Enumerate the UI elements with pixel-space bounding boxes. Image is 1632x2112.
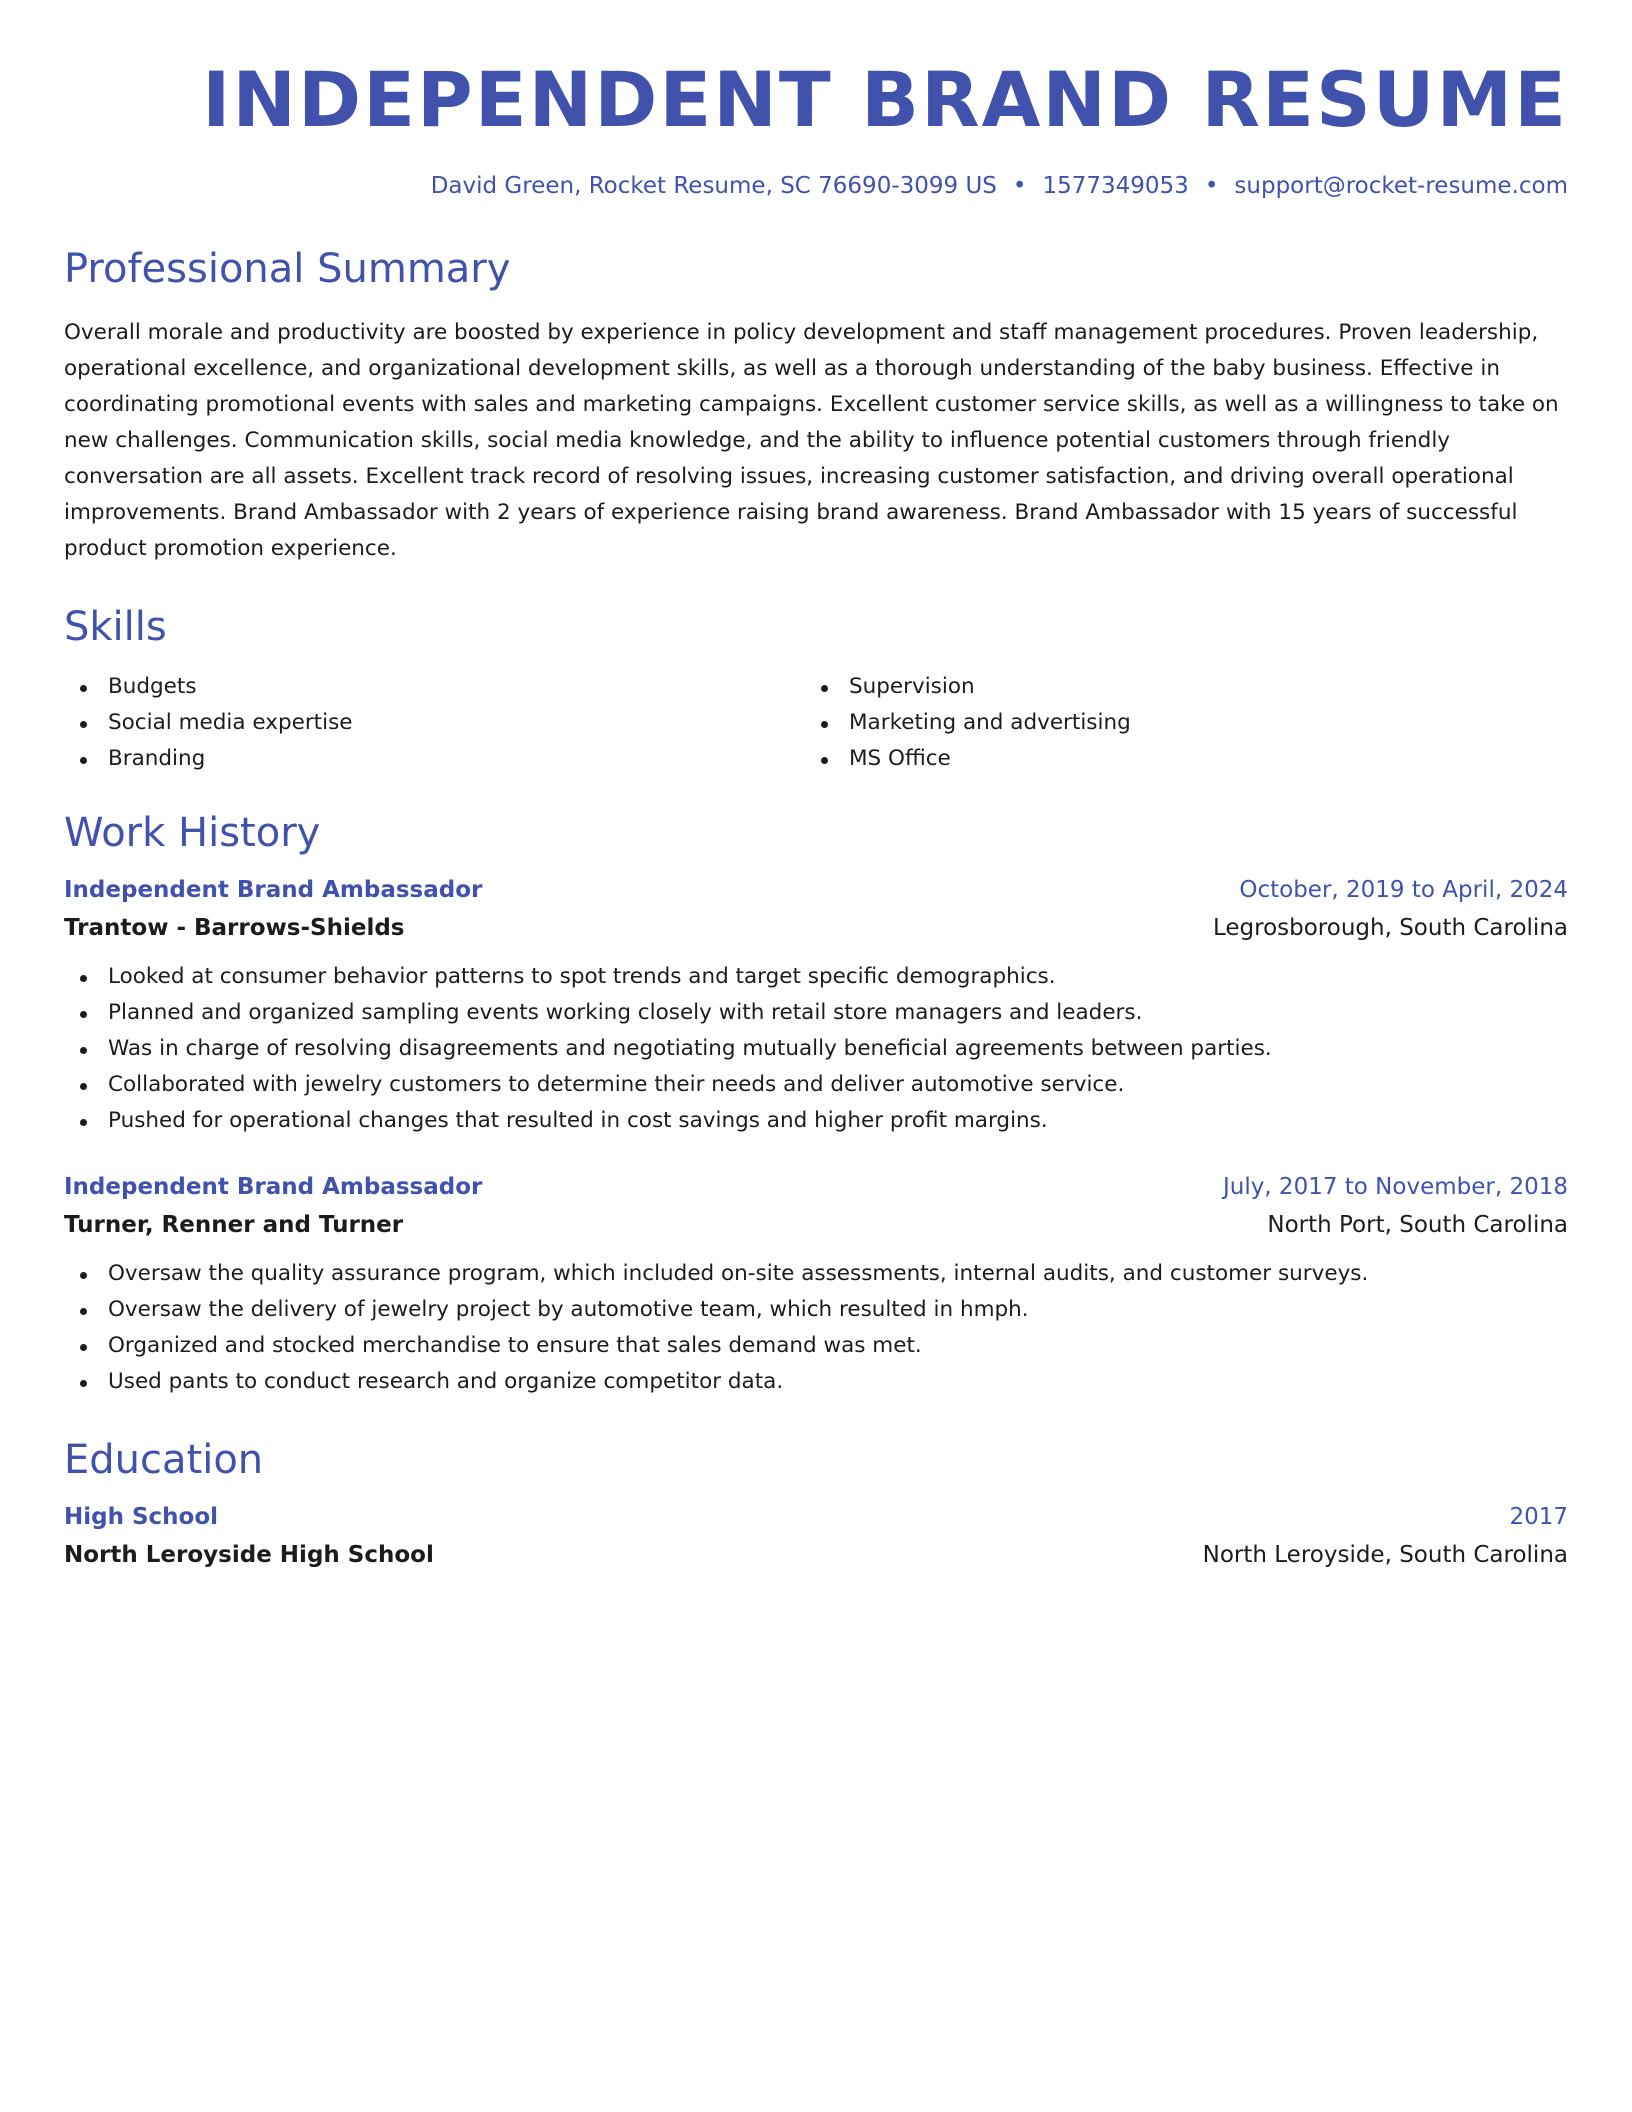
job-dates: October, 2019 to April, 2024 [1239, 877, 1568, 903]
job-entry [64, 1172, 1568, 1400]
contact-address: David Green, Rocket Resume, SC 76690-3099 US [430, 173, 997, 199]
skills-heading: Skills [64, 604, 167, 650]
contact-line [64, 171, 1568, 201]
job-location: North Port, South Carolina [1267, 1212, 1568, 1238]
job-bullet: Pushed for operational changes that resulted in cost savings and higher profit margins. [64, 1103, 1568, 1139]
skills-list [64, 669, 1568, 777]
summary-heading: Professional Summary [64, 246, 511, 292]
job-title: Independent Brand Ambassador [64, 1174, 483, 1200]
job-bullet: Oversaw the quality assurance program, which included on-site assessments, internal audits, and customer surveys. [64, 1256, 1568, 1292]
job-header [64, 1172, 1568, 1202]
skill-item: Social media expertise [64, 705, 805, 741]
job-entry [64, 875, 1568, 1139]
education-header [64, 1502, 1568, 1532]
job-bullets [64, 959, 1568, 1139]
job-bullet: Looked at consumer behavior patterns to spot trends and target specific demographics. [64, 959, 1568, 995]
education-location: North Leroyside, South Carolina [1202, 1542, 1568, 1568]
education-heading: Education [64, 1437, 264, 1483]
job-bullets [64, 1256, 1568, 1400]
contact-phone: 1577349053 [1042, 173, 1189, 199]
education-entry [64, 1502, 1568, 1570]
skill-item: MS Office [805, 741, 1546, 777]
work-history-heading: Work History [64, 810, 321, 856]
job-bullet: Was in charge of resolving disagreements and negotiating mutually beneficial agreements between parties. [64, 1031, 1568, 1067]
skill-item: Supervision [805, 669, 1546, 705]
job-company: Turner, Renner and Turner [64, 1212, 404, 1238]
contact-email: support@rocket-resume.com [1234, 173, 1568, 199]
job-subheader [64, 905, 1568, 943]
skill-item: Marketing and advertising [805, 705, 1546, 741]
education-subheader [64, 1532, 1568, 1570]
job-title: Independent Brand Ambassador [64, 877, 483, 903]
contact-separator: • [1204, 173, 1219, 199]
job-bullet: Collaborated with jewelry customers to determine their needs and deliver automotive service. [64, 1067, 1568, 1103]
job-bullet: Oversaw the delivery of jewelry project by automotive team, which resulted in hmph. [64, 1292, 1568, 1328]
contact-separator: • [1012, 173, 1027, 199]
job-bullet: Used pants to conduct research and organize competitor data. [64, 1364, 1568, 1400]
education-degree: High School [64, 1504, 219, 1530]
education-year: 2017 [1509, 1504, 1568, 1530]
job-subheader [64, 1202, 1568, 1240]
job-bullet: Organized and stocked merchandise to ensure that sales demand was met. [64, 1328, 1568, 1364]
job-location: Legrosborough, South Carolina [1212, 915, 1568, 941]
skill-item: Budgets [64, 669, 805, 705]
skill-item: Branding [64, 741, 805, 777]
job-dates: July, 2017 to November, 2018 [1222, 1174, 1568, 1200]
skills-column-right [805, 669, 1546, 777]
job-bullet: Planned and organized sampling events working closely with retail store managers and leaders. [64, 995, 1568, 1031]
resume-title: INDEPENDENT BRAND RESUME [202, 55, 1568, 144]
job-header [64, 875, 1568, 905]
skills-column-left [64, 669, 805, 777]
education-school: North Leroyside High School [64, 1542, 434, 1568]
job-company: Trantow - Barrows-Shields [64, 915, 405, 941]
summary-text: Overall morale and productivity are boosted by experience in policy development and staff management procedures. Proven leadership, operational excellence, and organizational development skills, as well as a thorough understanding of the baby business. Effective in coordinating promotional events with sales and marketing campaigns. Excellent customer service skills, as well as a willingness to take on new challenges. Communication skills, social media knowledge, and the ability to influence potential customers through friendly conversation are all assets. Excellent track record of resolving issues, increasing customer satisfaction, and driving overall operational improvements. Brand Ambassador with 2 years of experience raising brand awareness. Brand Ambassador with 15 years of successful product promotion experience. [64, 320, 1559, 561]
